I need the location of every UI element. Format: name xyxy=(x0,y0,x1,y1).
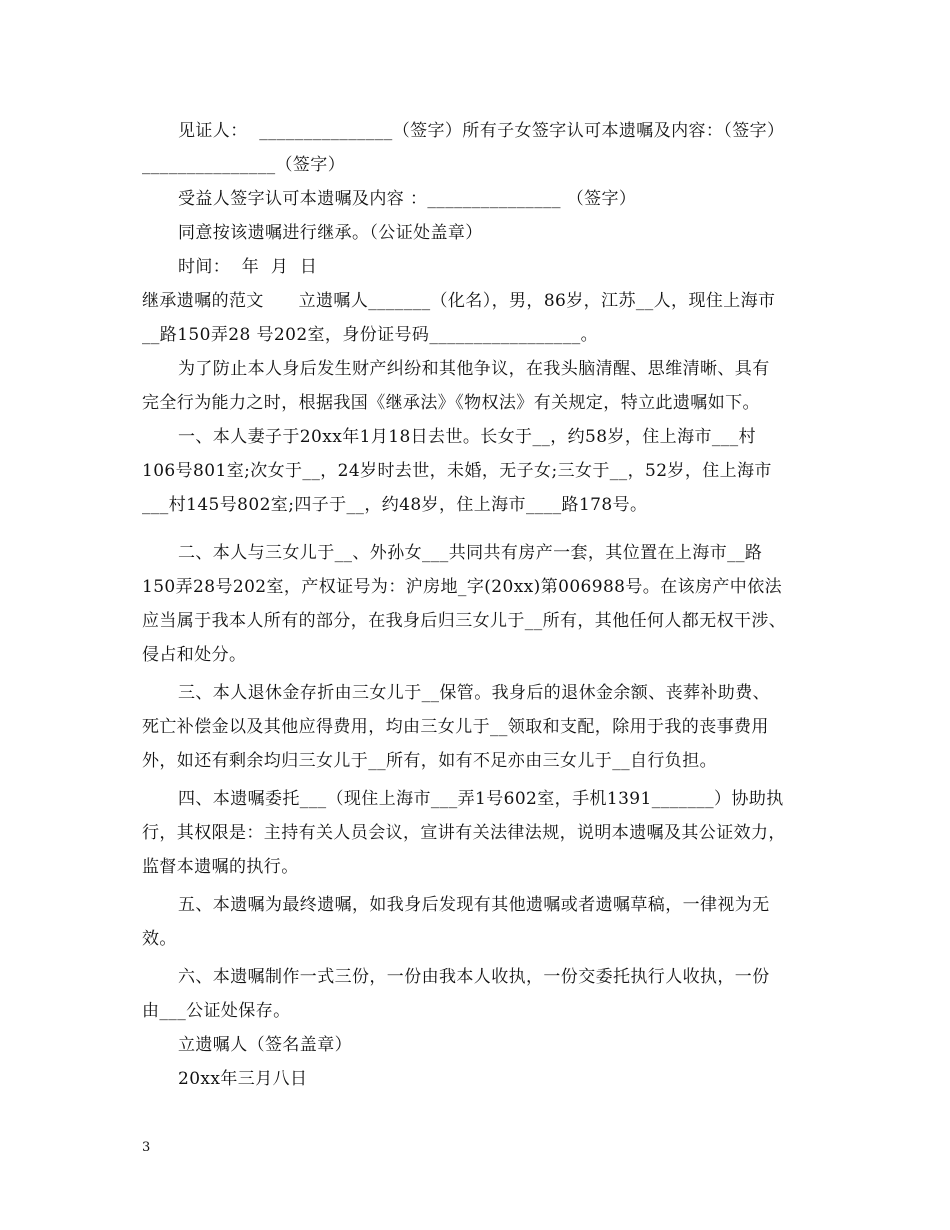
clause-3-line: 三、本人退休金存折由三女儿于__保管。我身后的退休金余额、丧葬补助费、 xyxy=(178,683,770,703)
intro-paragraph-line: 为了防止本人身后发生财产纠纷和其他争议，在我头脑清醒、思维清晰、具有 xyxy=(178,359,770,379)
clause-2-line: 应当属于我本人所有的部分，在我身后归三女儿于__所有，其他任何人都无权干涉、 xyxy=(142,611,787,631)
beneficiary-line: 受益人签字认可本遗嘱及内容 ：_______________ （签字） xyxy=(178,189,637,209)
address-line: __路150弄28 号202室，身份证号码_________________。 xyxy=(142,325,599,345)
clause-4-line: 监督本遗嘱的执行。 xyxy=(142,857,299,877)
signing-date-line: 20xx年三月八日 xyxy=(178,1069,308,1089)
clause-1-line: 106号801室;次女于__，24岁时去世，未婚，无子女;三女于__，52岁，住上海市 xyxy=(142,461,772,481)
section-title-line: 继承遗嘱的范文 立遗嘱人_______（化名），男，86岁，江苏__人，现住上海市 xyxy=(142,291,776,311)
clause-4-line: 行，其权限是：主持有关人员会议，宣讲有关法律法规，说明本遗嘱及其公证效力， xyxy=(142,823,786,843)
clause-5-line: 五、本遗嘱为最终遗嘱，如我身后发现有其他遗嘱或者遗嘱草稿，一律视为无 xyxy=(178,895,770,915)
agreement-line: 同意按该遗嘱进行继承。（公证处盖章） xyxy=(178,223,483,243)
clause-6-line: 六、本遗嘱制作一式三份，一份由我本人收执，一份交委托执行人收执，一份 xyxy=(178,967,770,987)
clause-2-line: 150弄28号202室，产权证号为：沪房地_字(20xx)第006988号。在该房产中依法 xyxy=(142,577,782,597)
witness-line: 见证人： _______________（签字）所有子女签字认可本遗嘱及内容：（签字） xyxy=(178,121,785,141)
clause-5-line: 效。 xyxy=(142,929,177,949)
clause-3-line: 外，如还有剩余均归三女儿于__所有，如有不足亦由三女儿于__自行负担。 xyxy=(142,751,717,771)
clause-1-line: ___村145号802室;四子于__，约48岁，住上海市____路178号。 xyxy=(142,495,648,515)
date-line: 时间： 年 月 日 xyxy=(178,257,318,277)
clause-2-line: 二、本人与三女儿于__、外孙女___共同共有房产一套，其位置在上海市__路 xyxy=(178,543,763,563)
signature-line: _______________（签字） xyxy=(142,155,346,175)
clause-6-line: 由___公证处保存。 xyxy=(142,1001,291,1021)
intro-paragraph-line: 完全行为能力之时，根据我国《继承法》《物权法》有关规定，特立此遗嘱如下。 xyxy=(142,393,760,413)
clause-1-line: 一、本人妻子于20xx年1月18日去世。长女于__，约58岁，住上海市___村 xyxy=(178,427,756,447)
clause-4-line: 四、本遗嘱委托___（现住上海市___弄1号602室，手机1391_______）协助执 xyxy=(178,789,784,809)
page-number: 3 xyxy=(142,1140,151,1155)
clause-3-line: 死亡补偿金以及其他应得费用，均由三女儿于__领取和支配，除用于我的丧事费用 xyxy=(142,717,769,737)
clause-2-line: 侵占和处分。 xyxy=(142,645,247,665)
testator-signature-line: 立遗嘱人（签名盖章） xyxy=(178,1035,352,1055)
